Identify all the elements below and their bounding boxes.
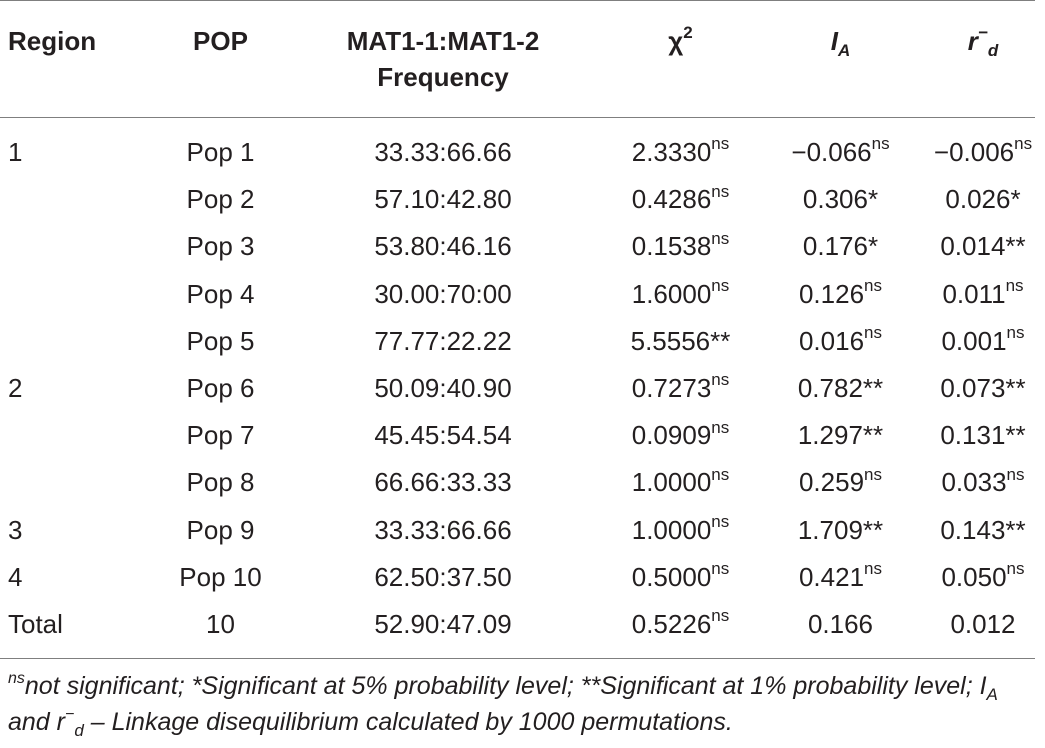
cell-rd [913,507,1045,554]
cell-rd [913,601,1045,648]
cell-chi-square-significance: ns [711,275,730,295]
cell-rd [913,271,1045,318]
table-body [0,117,1045,648]
cell-frequency-value: 33.33:66.66 [374,137,512,167]
cell-chi-square-significance: ns [711,370,730,390]
table-row [0,117,1045,176]
cell-ia-value: 0.421 [798,561,865,592]
cell-rd [913,365,1045,412]
table-row [0,176,1045,223]
header-rd-sub: d [987,41,999,61]
cell-rd-value: 0.014** [940,231,1026,262]
cell-region-value: 4 [8,561,23,592]
cell-chi-square [593,318,768,365]
cell-ia [768,459,913,506]
cell-frequency [293,554,593,601]
table-header-row [0,0,1045,117]
cell-chi-square-value: 1.0000 [631,514,712,545]
footnote-rd-sub: d [74,721,84,740]
cell-rd-value: 0.012 [950,609,1016,640]
cell-pop-value: Pop 5 [186,325,255,356]
cell-ia [768,554,913,601]
table-row [0,318,1045,365]
footnote-part3: – Linkage disequilibrium calculated by 1000 permutations. [83,708,733,736]
table-footnote [8,668,1038,740]
cell-rd-significance: ns [1006,464,1025,484]
cell-rd [913,117,1045,176]
cell-ia [768,271,913,318]
cell-ia [768,507,913,554]
cell-pop [148,554,293,601]
cell-ia-significance: ns [864,559,883,579]
cell-pop-value: Pop 6 [186,373,255,404]
cell-region [0,507,148,554]
cell-chi-square-value: 2.3330 [631,137,712,167]
header-chi-sup: 2 [683,23,693,43]
cell-region [0,459,148,506]
cell-frequency-value: 52.90:47.09 [374,609,512,640]
cell-ia [768,223,913,270]
cell-region [0,271,148,318]
cell-rd-value: 0.073** [940,373,1026,404]
cell-chi-square-significance: ns [711,511,730,531]
cell-pop-value: Pop 1 [186,137,255,167]
cell-rd [913,176,1045,223]
cell-region [0,601,148,648]
header-rd [913,0,1045,117]
cell-ia [768,365,913,412]
cell-rd-significance: ns [1006,559,1025,579]
cell-frequency [293,459,593,506]
cell-pop-value: Pop 4 [186,278,255,309]
cell-ia-significance: ns [864,323,883,343]
cell-chi-square-value: 0.7273 [631,373,712,404]
cell-chi-square [593,365,768,412]
table-row [0,271,1045,318]
cell-region [0,554,148,601]
cell-chi-square-value: 0.5000 [631,561,712,592]
cell-ia-value: 0.306* [802,184,879,215]
cell-chi-square-value: 1.0000 [631,467,712,498]
cell-frequency [293,223,593,270]
cell-chi-square [593,507,768,554]
cell-chi-square-value: 1.6000 [631,278,712,309]
cell-pop [148,223,293,270]
cell-ia-significance: ns [864,275,883,295]
cell-chi-square [593,554,768,601]
table-row [0,412,1045,459]
cell-frequency-value: 77.77:22.22 [374,325,512,356]
cell-pop [148,117,293,176]
cell-region [0,365,148,412]
cell-region-value: 2 [8,373,23,404]
cell-pop-value: Pop 3 [186,231,255,262]
cell-chi-square-significance: ns [711,181,730,201]
header-frequency-line1: MAT1-1:MAT1-2 [346,26,540,56]
cell-pop-value: Pop 8 [186,467,255,498]
cell-chi-square [593,176,768,223]
cell-chi-square-significance: ns [711,559,730,579]
cell-frequency [293,318,593,365]
cell-chi-square-value: 0.1538 [631,231,712,262]
cell-rd [913,459,1045,506]
cell-ia-value: −0.066 [791,137,872,167]
header-chi-base: χ [668,26,684,56]
cell-ia-value: 1.709** [797,514,884,545]
cell-frequency-value: 62.50:37.50 [374,561,512,592]
cell-ia-value: 0.016 [798,325,865,356]
cell-rd-significance: ns [1006,323,1025,343]
cell-chi-square [593,271,768,318]
cell-frequency [293,601,593,648]
cell-pop [148,318,293,365]
footnote-ia-sub: A [986,685,998,704]
table-row [0,223,1045,270]
cell-frequency-value: 30.00:70:00 [374,278,512,309]
footnote-ns-sup: ns [8,669,25,687]
cell-pop [148,459,293,506]
cell-rd-value: 0.131** [940,420,1026,451]
cell-rd [913,554,1045,601]
cell-pop [148,365,293,412]
cell-pop-value: Pop 10 [179,561,262,592]
cell-chi-square-value: 0.5226 [631,609,712,640]
cell-rd [913,223,1045,270]
cell-chi-square [593,459,768,506]
cell-rd-value: −0.006 [933,137,1015,167]
cell-frequency [293,271,593,318]
cell-ia-value: 0.176* [802,231,879,262]
header-frequency-line2: Frequency [377,62,509,92]
cell-pop [148,507,293,554]
cell-region-value: 3 [8,514,23,545]
cell-rd [913,412,1045,459]
table-row [0,601,1045,648]
cell-pop-value: 10 [206,609,235,640]
cell-ia-value: 0.782** [797,373,884,404]
cell-chi-square-value: 0.4286 [631,184,712,215]
cell-frequency [293,176,593,223]
header-ia-sub: A [837,41,851,61]
cell-region [0,318,148,365]
cell-region [0,223,148,270]
cell-chi-square-significance: ns [711,134,730,154]
cell-rd-value: 0.033 [941,467,1007,498]
footnote-part1: not significant; *Significant at 5% probability level; **Significant at 1% probability level; I [24,672,987,700]
cell-region [0,117,148,176]
cell-ia-significance: ns [871,134,890,154]
cell-rd-value: 0.050 [941,561,1007,592]
cell-frequency-value: 57.10:42.80 [374,184,512,215]
cell-ia [768,176,913,223]
cell-frequency-value: 33.33:66.66 [374,514,512,545]
cell-frequency [293,507,593,554]
cell-ia-value: 0.126 [798,278,865,309]
cell-chi-square-significance: ns [711,464,730,484]
cell-pop [148,271,293,318]
cell-frequency [293,365,593,412]
cell-rd-value: 0.026* [945,184,1021,215]
cell-chi-square-significance: ns [711,417,730,437]
cell-region-value: 1 [8,137,23,167]
table-row [0,365,1045,412]
cell-ia-value: 0.166 [807,609,874,640]
cell-ia-value: 1.297** [797,420,884,451]
cell-rd-value: 0.011 [942,278,1006,309]
cell-frequency-value: 66.66:33.33 [374,467,512,498]
cell-chi-square [593,117,768,176]
cell-pop-value: Pop 2 [186,184,255,215]
cell-rd-significance: ns [1014,134,1033,154]
cell-ia [768,601,913,648]
cell-rd-significance: ns [1005,275,1024,295]
header-ia [768,0,913,117]
cell-frequency [293,117,593,176]
footnote-rd-sup: − [64,705,75,723]
cell-frequency-value: 50.09:40.90 [374,373,512,404]
cell-chi-square-significance: ns [711,228,730,248]
header-ia-base: I [830,26,838,56]
cell-ia-value: 0.259 [798,467,865,498]
cell-chi-square-value: 0.0909 [631,420,712,451]
cell-chi-square [593,412,768,459]
header-chi-square [593,0,768,117]
cell-chi-square-significance: ns [711,606,730,626]
cell-chi-square-value: 5.5556** [630,325,731,356]
table-row [0,507,1045,554]
table-row [0,554,1045,601]
header-rd-sup: − [977,23,988,43]
cell-pop-value: Pop 7 [186,420,255,451]
header-region: Region [8,26,97,56]
cell-rd-value: 0.001 [941,325,1007,356]
cell-ia-significance: ns [864,464,883,484]
cell-rd [913,318,1045,365]
cell-ia [768,318,913,365]
cell-chi-square [593,223,768,270]
cell-ia [768,412,913,459]
cell-pop-value: Pop 9 [186,514,255,545]
cell-pop [148,412,293,459]
header-frequency [293,0,593,117]
cell-pop [148,601,293,648]
header-pop: POP [193,26,248,56]
cell-rd-value: 0.143** [940,514,1026,545]
cell-region [0,176,148,223]
cell-chi-square [593,601,768,648]
cell-frequency [293,412,593,459]
cell-frequency-value: 53.80:46.16 [374,231,512,262]
table-row [0,459,1045,506]
cell-ia [768,117,913,176]
table-bottom-rule [0,658,1035,659]
cell-region [0,412,148,459]
cell-frequency-value: 45.45:54.54 [374,420,512,451]
header-rd-base: r [967,26,978,56]
cell-pop [148,176,293,223]
cell-region-value: Total [8,609,63,640]
footnote-part2: and r [8,708,65,736]
